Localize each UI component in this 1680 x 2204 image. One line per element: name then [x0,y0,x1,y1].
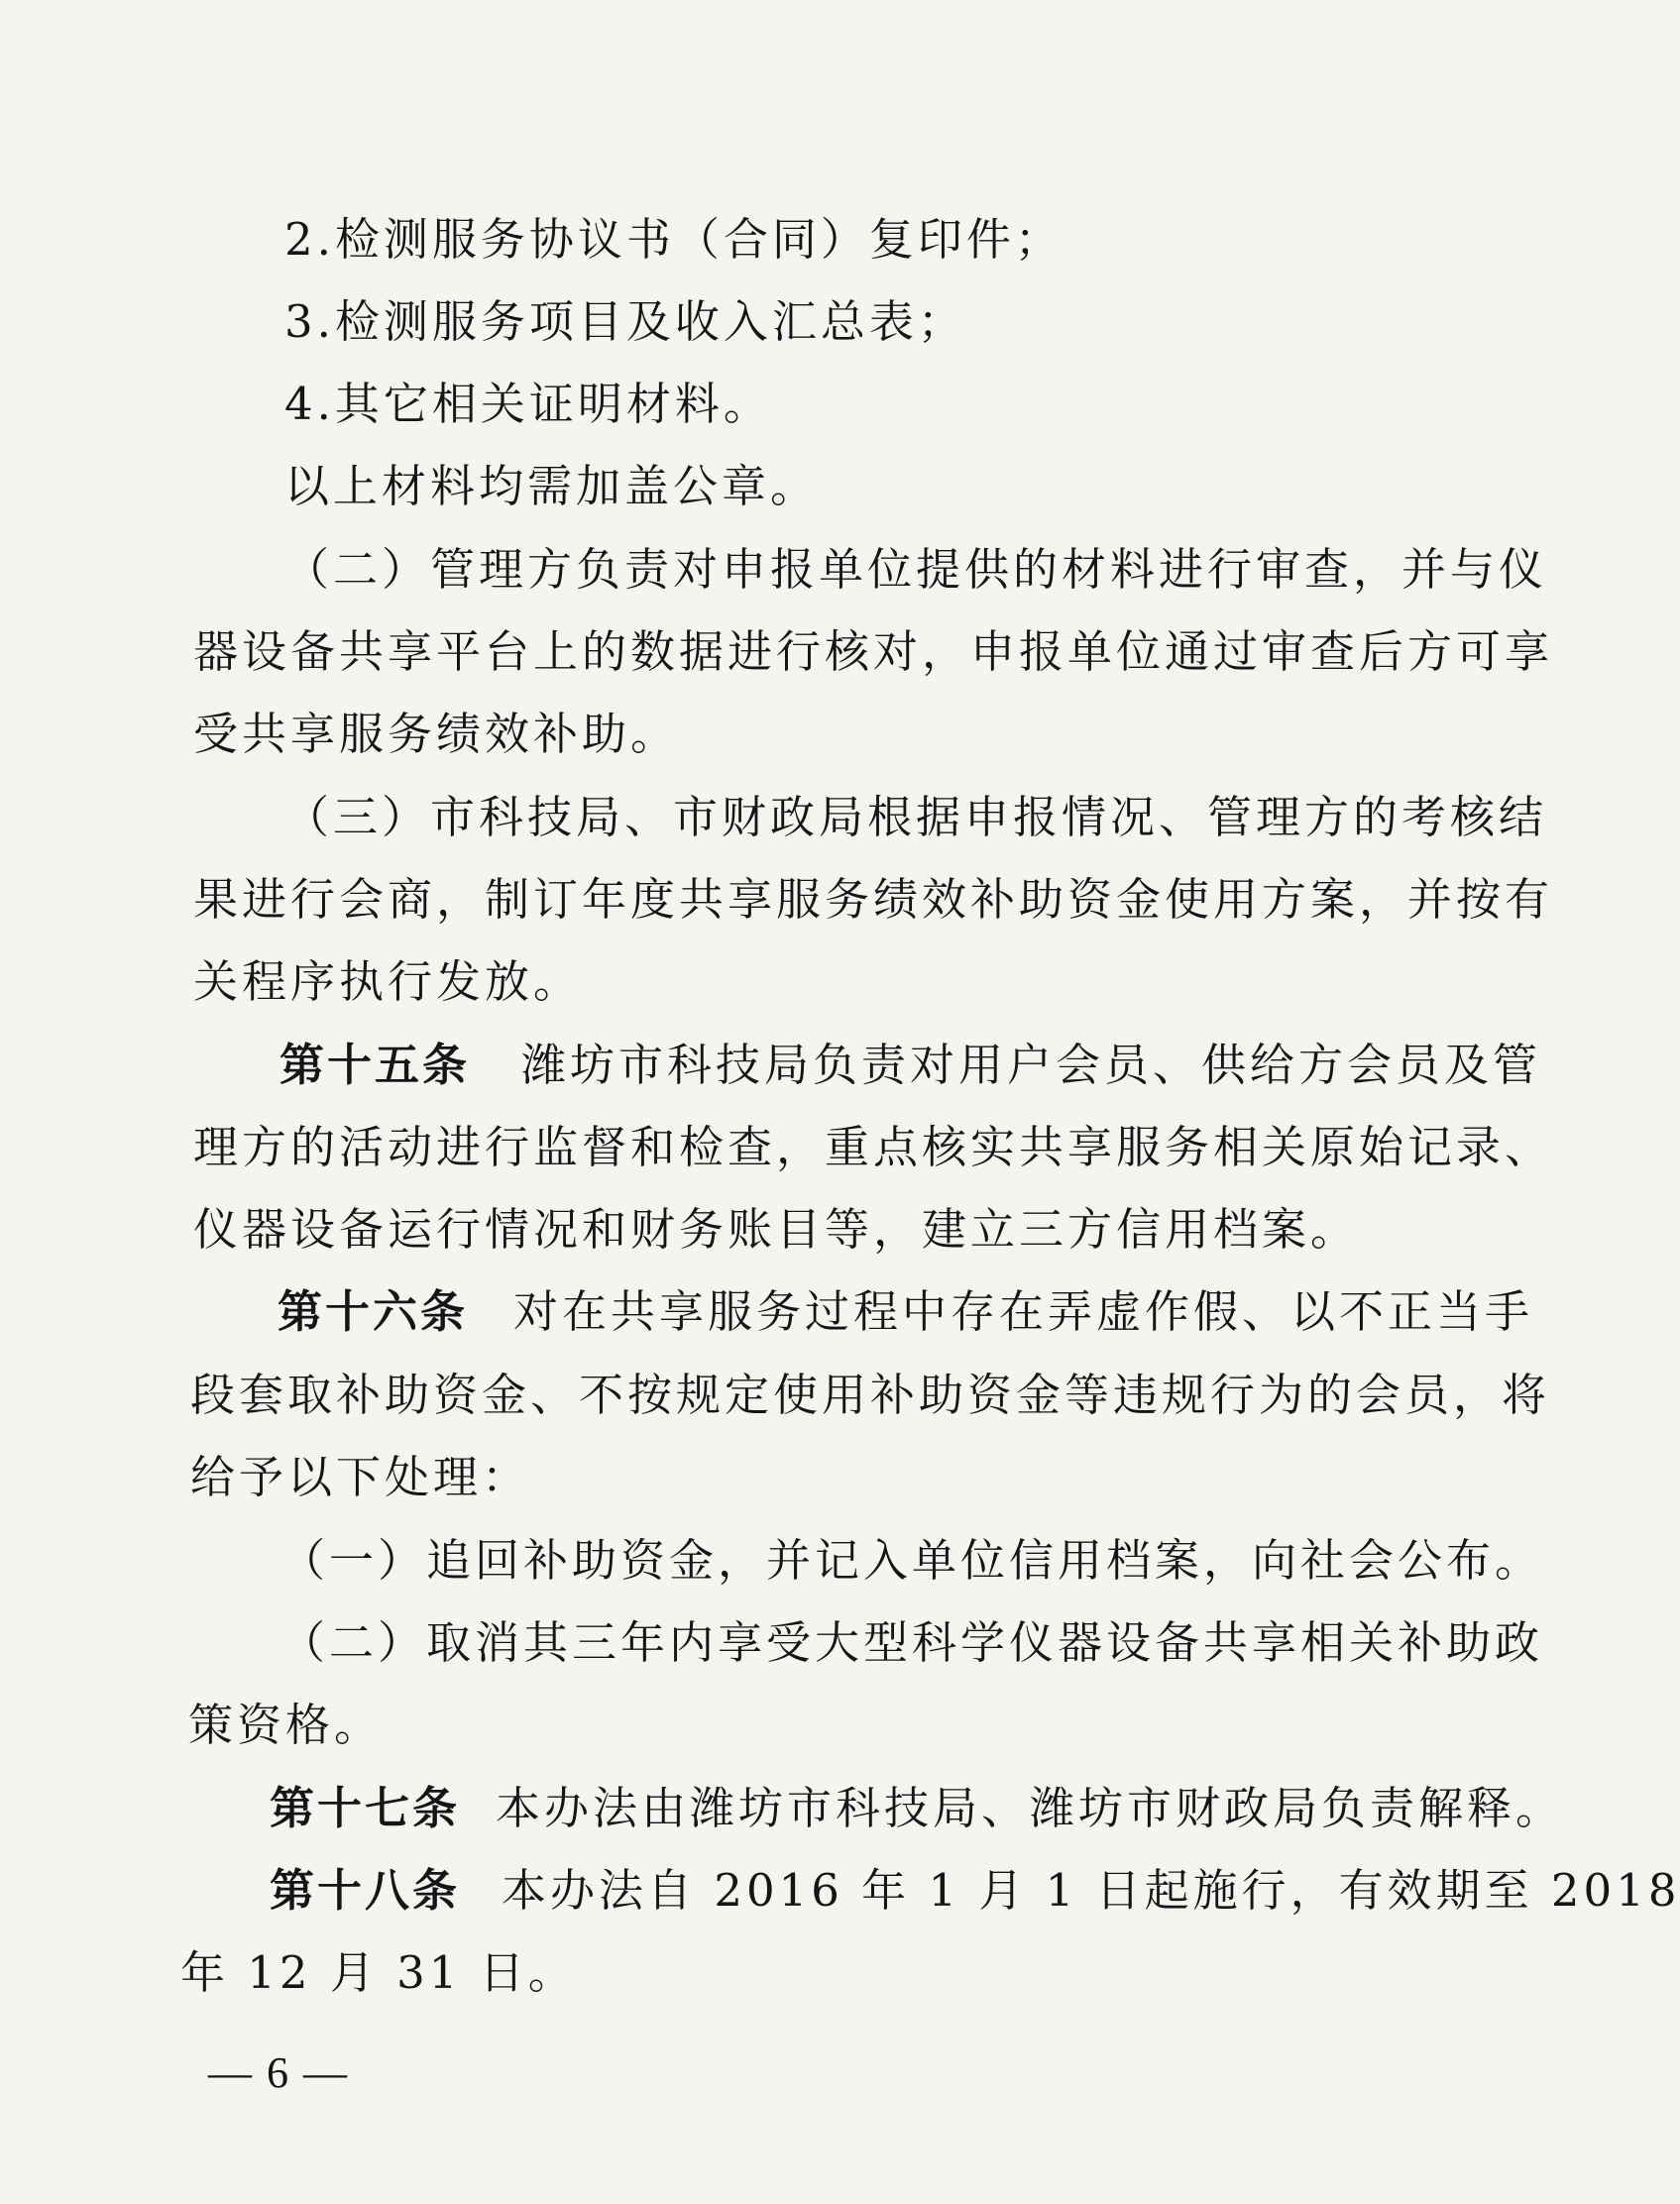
text-line: 潍坊市科技局负责对用户会员、供给方会员及管 [521,1039,1542,1091]
text-line: 果进行会商，制订年度共享服务绩效补助资金使用方案，并按有 [193,873,1554,926]
article-heading: 第十六条 [278,1285,469,1338]
article-heading: 第十七条 [270,1782,461,1834]
text-line: 器设备共享平台上的数据进行核对，申报单位通过审查后方可享 [193,625,1554,678]
text-line: 段套取补助资金、不按规定使用补助资金等违规行为的会员，将 [190,1369,1551,1421]
text-line: 以上材料均需加盖公章。 [284,460,820,512]
text-line: 仪器设备运行情况和财务账目等，建立三方信用档案。 [193,1203,1360,1256]
text-line: 本办法自 2016 年 1 月 1 日起施行，有效期至 2018 [502,1864,1680,1917]
text-line: 给予以下处理： [190,1451,531,1503]
text-line: （二）取消其三年内享受大型科学仪器设备共享相关补助政 [280,1616,1544,1669]
text-line: 关程序执行发放。 [193,955,583,1008]
text-line: 4.其它相关证明材料。 [284,378,772,430]
text-line: 2.检测服务协议书（合同）复印件； [284,213,1064,266]
text-line: （二）管理方负责对申报单位提供的材料进行审查，并与仪 [284,543,1548,596]
text-line: 理方的活动进行监督和检查，重点核实共享服务相关原始记录、 [193,1121,1554,1173]
article-16-line [278,1282,1533,1342]
text-line: 年 12 月 31 日。 [180,1946,577,1999]
article-18-line [270,1861,1680,1921]
text-line: 受共享服务绩效补助。 [193,708,680,760]
page-number: — 6 — [208,2048,349,2097]
text-line: 对在共享服务过程中存在弄虚作假、以不正当手 [513,1285,1534,1338]
text-line: 本办法由潍坊市科技局、潍坊市财政局负责解释。 [496,1782,1565,1834]
text-line: 3.检测服务项目及收入汇总表； [284,295,966,348]
article-15-line [280,1036,1541,1095]
text-line: （三）市科技局、市财政局根据申报情况、管理方的考核结 [284,791,1548,843]
article-17-line [270,1779,1564,1838]
text-line: 策资格。 [188,1699,384,1751]
article-heading: 第十五条 [280,1039,471,1091]
text-line: （一）追回补助资金，并记入单位信用档案，向社会公布。 [280,1534,1544,1587]
article-heading: 第十八条 [270,1864,461,1917]
